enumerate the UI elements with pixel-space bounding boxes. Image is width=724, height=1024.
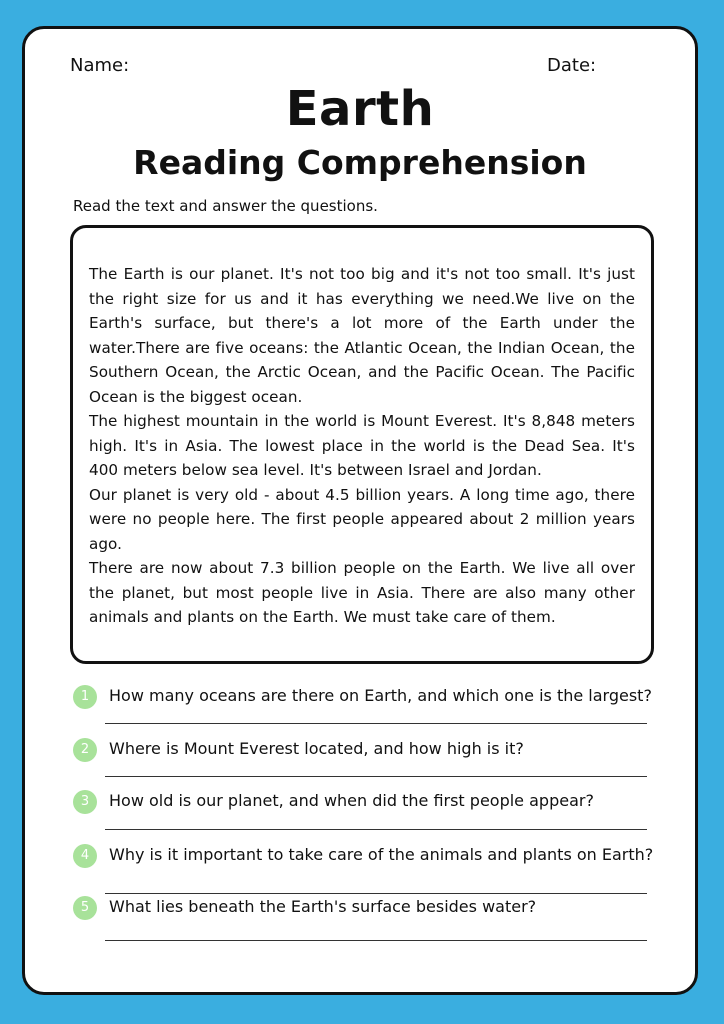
answer-line[interactable]	[105, 776, 647, 777]
passage-paragraph: The Earth is our planet. It's not too big and it's not too small. It's just the right size for us and it has everything we need.We live on the Earth's surface, but there's a lot more of the Earth under the water.There are five oceans: the Atlantic Ocean, the Indian Ocean, the Southern Ocean, the Arctic Ocean, and the Pacific Ocean. The Pacific Ocean is the biggest ocean.	[89, 265, 635, 406]
reading-passage	[70, 225, 654, 664]
answer-line[interactable]	[105, 940, 647, 941]
date-label: Date:	[547, 55, 597, 76]
name-label: Name:	[70, 55, 130, 76]
worksheet	[22, 26, 698, 995]
instructions: Read the text and answer the questions.	[73, 197, 378, 215]
page-subtitle: Reading Comprehension	[133, 143, 587, 182]
passage-paragraph: The highest mountain in the world is Mount Everest. It's 8,848 meters high. It's in Asia. The lowest place in the world is the Dead Sea. It's 400 meters below sea level. It's between Israel and Jordan.	[89, 412, 635, 479]
question-number-badge: 2	[73, 738, 97, 762]
question-number-badge: 3	[73, 790, 97, 814]
question-text: What lies beneath the Earth's surface besides water?	[109, 897, 537, 916]
passage-paragraph: There are now about 7.3 billion people on the Earth. We live all over the planet, but most people live in Asia. There are also many other animals and plants on the Earth. We must take care of them.	[89, 559, 635, 626]
answer-line[interactable]	[105, 829, 647, 830]
passage-paragraph: Our planet is very old - about 4.5 billion years. A long time ago, there were no people here. The first people appeared about 2 million years ago.	[89, 485, 635, 553]
answer-line[interactable]	[105, 723, 647, 724]
question-number-badge: 4	[73, 844, 97, 868]
page-title: Earth	[285, 81, 435, 137]
question-text: How old is our planet, and when did the first people appear?	[109, 791, 594, 810]
question-text: How many oceans are there on Earth, and which one is the largest?	[109, 686, 652, 705]
question-number-badge: 5	[73, 896, 97, 920]
question-text: Why is it important to take care of the animals and plants on Earth?	[109, 845, 654, 864]
question-number-badge: 1	[73, 685, 97, 709]
answer-line[interactable]	[105, 893, 647, 894]
question-text: Where is Mount Everest located, and how high is it?	[109, 739, 524, 758]
